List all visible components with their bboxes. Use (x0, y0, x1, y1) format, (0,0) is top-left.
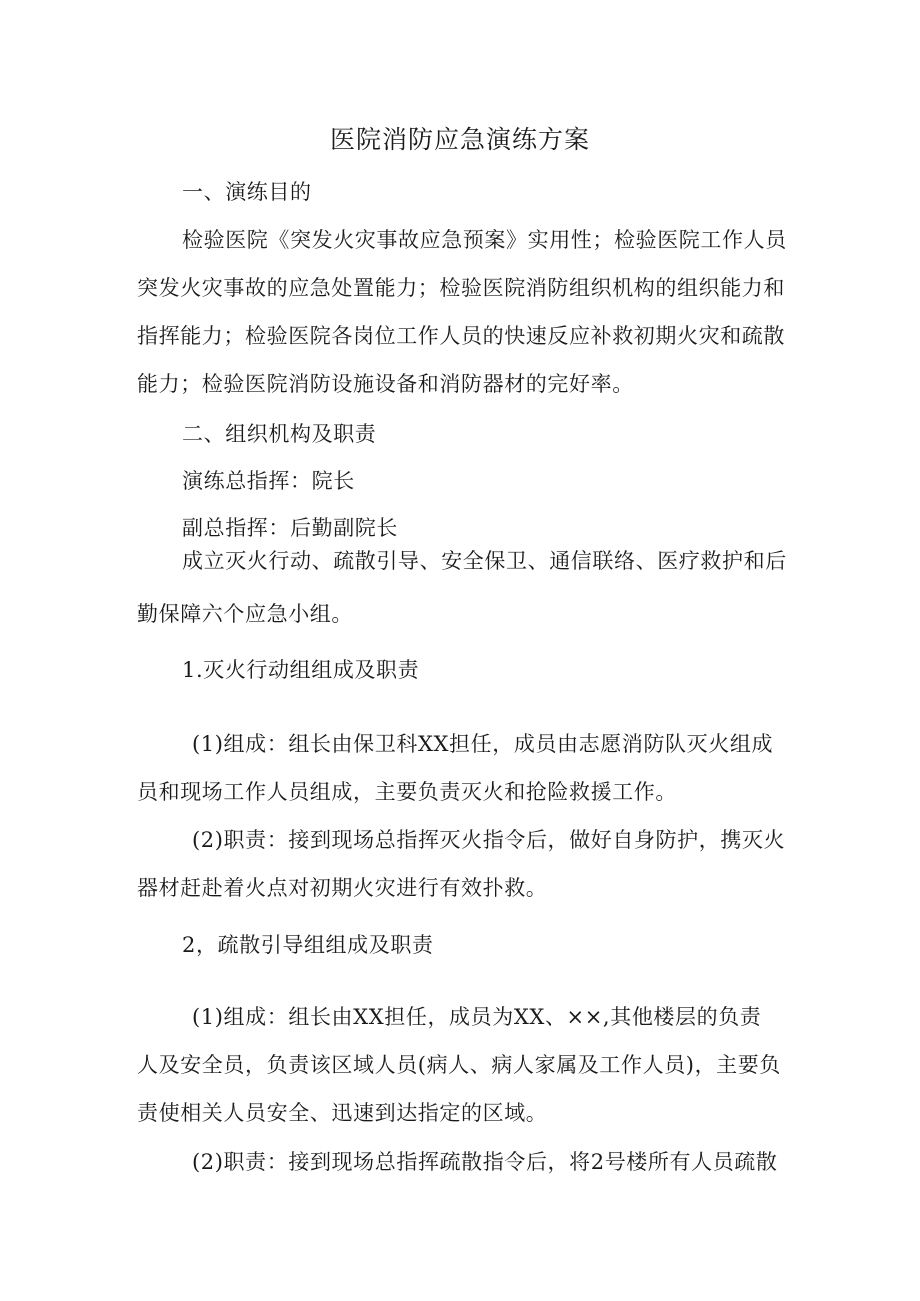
paragraph-line: 人及安全员，负责该区域人员(病人、病人家属及工作人员)，主要负 (137, 1053, 781, 1077)
paragraph-line: 勤保障六个应急小组。 (137, 602, 353, 626)
paragraph-line: 能力；检验医院消防设施设备和消防器材的完好率。 (137, 372, 634, 396)
paragraph-line: 演练总指挥：院长 (182, 469, 355, 493)
document-title: 医院消防应急演练方案 (329, 125, 590, 154)
paragraph-line: 副总指挥：后勤副院长 (182, 516, 398, 540)
paragraph-line: (2)职责：接到现场总指挥灭火指令后，做好自身防护，携灭火 (192, 828, 786, 852)
paragraph-line: 成立灭火行动、疏散引导、安全保卫、通信联络、医疗救护和后 (182, 549, 787, 573)
paragraph-line: (1)组成：组长由XX担任，成员为XX、××,其他楼层的负责 (192, 1005, 762, 1029)
paragraph-line: 检验医院《突发火灾事故应急预案》实用性；检验医院工作人员 (182, 228, 787, 252)
paragraph-line: 突发火灾事故的应急处置能力；检验医院消防组织机构的组织能力和 (137, 276, 785, 300)
paragraph-line: (2)职责：接到现场总指挥疏散指令后，将2号楼所有人员疏散 (192, 1150, 778, 1174)
subsection-heading: 1.灭火行动组组成及职责 (182, 658, 420, 682)
section-heading-1: 一、演练目的 (182, 180, 312, 204)
paragraph-line: 责使相关人员安全、迅速到达指定的区域。 (137, 1101, 548, 1125)
paragraph-line: 指挥能力；检验医院各岗位工作人员的快速反应补救初期火灾和疏散 (137, 324, 785, 348)
section-heading-2: 二、组织机构及职责 (182, 422, 377, 446)
paragraph-line: 员和现场工作人员组成，主要负责灭火和抢险救援工作。 (137, 780, 677, 804)
subsection-heading: 2，疏散引导组组成及职责 (182, 933, 434, 957)
paragraph-line: (1)组成：组长由保卫科XX担任，成员由志愿消防队灭火组成 (192, 732, 774, 756)
paragraph-line: 器材赶赴着火点对初期火灾进行有效扑救。 (137, 876, 548, 900)
